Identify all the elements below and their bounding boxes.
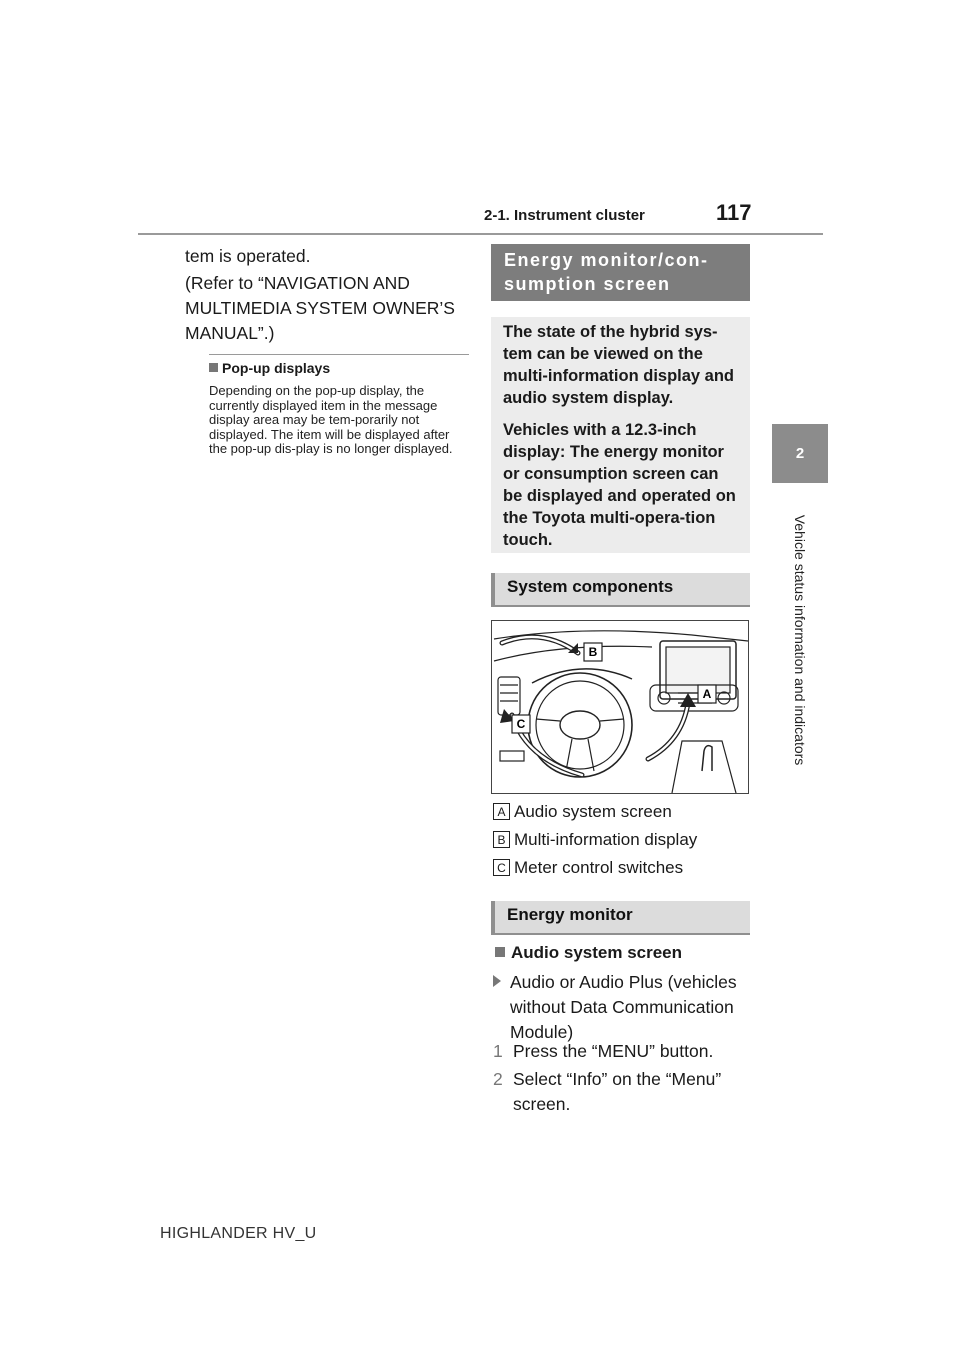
intro-box (491, 317, 750, 553)
step-text: Press the “MENU” button. (513, 1041, 714, 1061)
callout-b: B (588, 645, 598, 659)
page-number: 117 (716, 200, 752, 225)
wheel-hub (560, 711, 600, 739)
legend-text-c: Meter control switches (514, 858, 684, 877)
energy-monitor-heading: Energy monitor (491, 901, 750, 935)
step-1 (493, 1039, 751, 1064)
callout-a: A (702, 687, 712, 701)
audio-variant-bullet (493, 970, 748, 1045)
header-rule (138, 233, 823, 235)
label-c-box: C (493, 859, 510, 876)
label-b-box: B (493, 831, 510, 848)
legend-text-b: Multi-information display (514, 830, 698, 849)
legend-item-multi-info (493, 829, 697, 851)
chapter-title (772, 490, 828, 790)
dashboard-drawing (492, 621, 748, 793)
continued-text: tem is operated. (185, 246, 311, 266)
chapter-tab: 2 (772, 424, 828, 483)
footer-model: HIGHLANDER HV_U (160, 1225, 317, 1242)
shift-lever (702, 746, 712, 771)
popup-heading (209, 360, 330, 376)
left-divider (209, 354, 469, 355)
intro-paragraph-1: The state of the hybrid sys-tem can be viewed on the multi-information display and audio system display. (503, 323, 735, 407)
callout-c: C (516, 717, 526, 731)
heading-line-1: Energy monitor/con- (504, 250, 709, 270)
intro-paragraph-2: Vehicles with a 12.3-inch display: The energy monitor or consumption screen can be displayed and operated on the Toyota multi-opera-tion touch. (503, 421, 736, 549)
energy-monitor-consumption-heading (491, 244, 750, 301)
popup-body: Depending on the pop-up display, the currently displayed item in the message display area may be tem-porarily not displayed. The item will be displayed after the pop-up dis-play is no longer displayed. (209, 383, 453, 457)
label-a-box: A (493, 803, 510, 820)
heading-line-2: sumption screen (504, 274, 671, 294)
triangle-bullet-icon (493, 975, 501, 987)
audio-system-screen-heading (495, 943, 682, 963)
chapter-title-text: Vehicle status information and indicators (792, 514, 808, 766)
bullet-text: Audio or Audio Plus (vehicles without Data Communication Module) (510, 972, 737, 1042)
legend-item-audio (493, 801, 672, 823)
section-title: 2-1. Instrument cluster (484, 207, 645, 224)
step-number: 2 (493, 1069, 503, 1089)
legend-text-a: Audio system screen (514, 802, 672, 821)
system-components-heading: System components (491, 573, 750, 607)
step-number: 1 (493, 1041, 503, 1061)
step-text: Select “Info” on the “Menu” screen. (513, 1069, 722, 1114)
square-bullet-icon (495, 947, 505, 957)
dashboard-illustration (491, 620, 749, 794)
left-vent (498, 677, 520, 715)
arrow-head-a (680, 693, 696, 707)
popup-heading-text: Pop-up displays (222, 360, 331, 376)
step-2 (493, 1067, 751, 1117)
steering-wheel (528, 673, 632, 777)
refer-text: (Refer to “NAVIGATION AND MULTIMEDIA SYSTEM OWNER’S MANUAL”.) (185, 273, 455, 343)
square-bullet-icon (209, 363, 218, 372)
legend-item-meter-switches (493, 857, 683, 879)
audio-heading-text: Audio system screen (511, 943, 683, 962)
